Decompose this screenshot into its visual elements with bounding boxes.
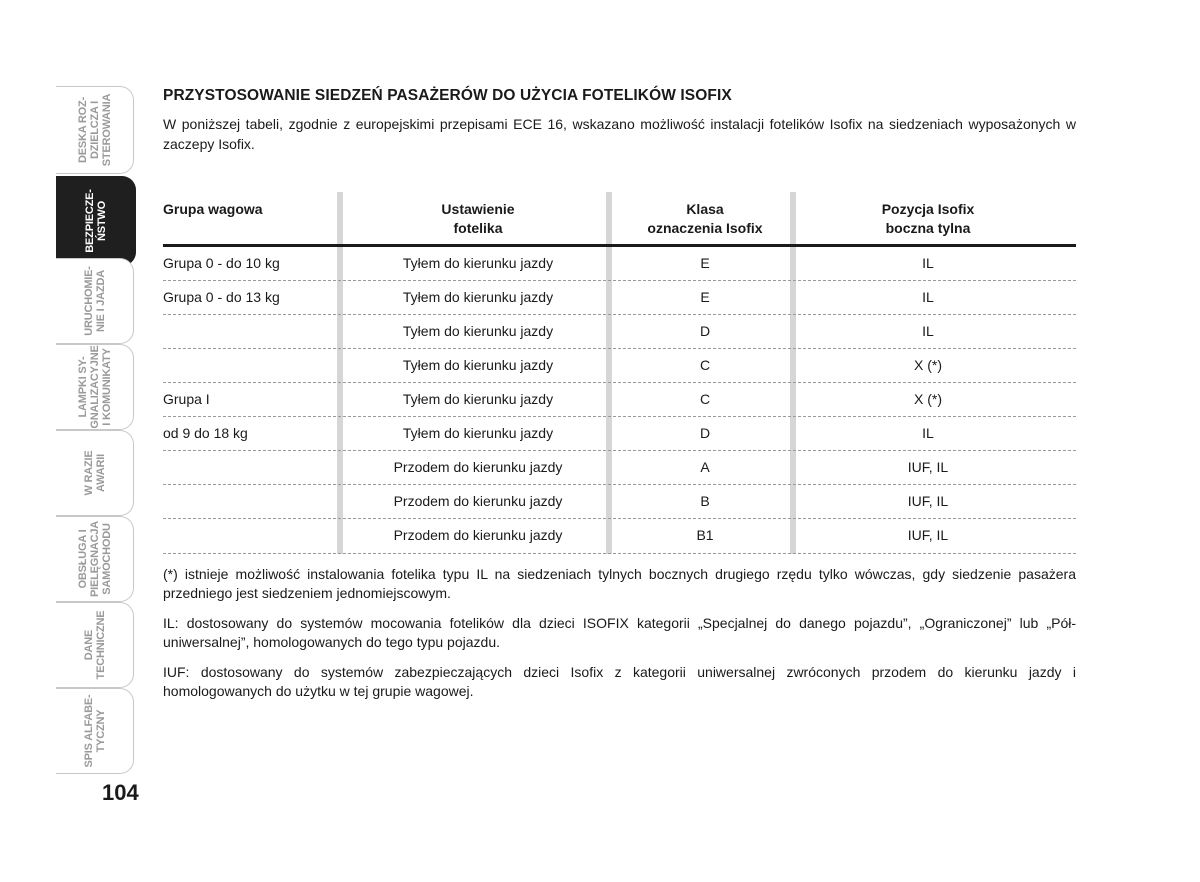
cell-class: A bbox=[700, 459, 710, 475]
table-row bbox=[163, 349, 1076, 383]
cell-class: E bbox=[700, 289, 710, 305]
cell-position: IUF, IL bbox=[907, 459, 949, 475]
tab-label: DANE TECHNICZNE bbox=[82, 610, 107, 680]
footnote-asterisk: (*) istnieje możliwość instalowania fotelika typu IL na siedzeniach tylnych bocznych drugiego rzędu tylko wówczas, gdy siedzenie pasażera przedniego jest siedzeniem jednomiejscowym. bbox=[163, 566, 1076, 601]
chapter-tabs bbox=[56, 86, 138, 774]
page-content bbox=[163, 86, 1076, 712]
tab-obsluga-i-pielegnacja[interactable] bbox=[56, 516, 134, 602]
tab-dane-techniczne[interactable] bbox=[56, 602, 134, 688]
cell-position: IL bbox=[922, 255, 934, 271]
cell-class: C bbox=[699, 391, 711, 407]
table-row bbox=[163, 417, 1076, 451]
tab-label: URUCHOMIE- NIE I JAZDA bbox=[82, 266, 107, 336]
cell-position: IUF, IL bbox=[907, 493, 949, 509]
tab-label: LAMPKI SY- GNALIZACYJNE I KOMUNIKATY bbox=[76, 345, 113, 429]
cell-position: X (*) bbox=[914, 357, 942, 373]
cell-class: B1 bbox=[696, 527, 714, 543]
table-row bbox=[163, 519, 1076, 554]
page-number: 104 bbox=[102, 780, 139, 805]
footnote-il: IL: dostosowany do systemów mocowania fotelików dla dzieci ISOFIX kategorii „Specjalnej do danego pojazdu”, „Ograniczonej” lub „Pół-uniwersalnej”, homologowanych do tego typu pojazdu. bbox=[163, 615, 1076, 650]
header-isofix-position: Pozycja Isofix boczna tylna bbox=[881, 201, 975, 236]
header-weight-group: Grupa wagowa bbox=[163, 201, 263, 217]
footnote-iuf: IUF: dostosowany do systemów zabezpieczających dzieci Isofix z kategorii uniwersalnej zwróconych przodem do kierunku jazdy i homologowanych do użytku w tej grupie wagowej. bbox=[163, 664, 1076, 699]
cell-orientation: Tyłem do kierunku jazdy bbox=[402, 323, 554, 339]
table-row bbox=[163, 281, 1076, 315]
table-row bbox=[163, 247, 1076, 281]
table-row bbox=[163, 485, 1076, 519]
tab-label: W RAZIE AWARII bbox=[82, 450, 107, 496]
cell-orientation: Przodem do kierunku jazdy bbox=[393, 527, 563, 543]
isofix-table bbox=[163, 192, 1076, 554]
tab-bezpieczenstwo[interactable] bbox=[56, 176, 136, 266]
tab-uruchomienie-i-jazda[interactable] bbox=[56, 258, 134, 344]
intro-paragraph: W poniższej tabeli, zgodnie z europejskimi przepisami ECE 16, wskazano możliwość instalacji fotelików Isofix na siedzeniach wyposażonych w zaczepy Isofix. bbox=[163, 116, 1076, 152]
cell-class: B bbox=[700, 493, 710, 509]
table-body bbox=[163, 247, 1076, 554]
cell-class: E bbox=[700, 255, 710, 271]
tab-w-razie-awarii[interactable] bbox=[56, 430, 134, 516]
tab-lampki-sygnalizacyjne[interactable] bbox=[56, 344, 134, 430]
cell-weight-group: Grupa 0 - do 10 kg bbox=[163, 255, 280, 271]
tab-label: DESKA ROZ- DZIELCZA I STEROWANIA bbox=[76, 93, 113, 167]
cell-class: C bbox=[699, 357, 711, 373]
cell-position: IL bbox=[922, 323, 934, 339]
tab-label: SPIS ALFABE- TYCZNY bbox=[82, 694, 107, 768]
cell-orientation: Tyłem do kierunku jazdy bbox=[402, 357, 554, 373]
section-title: PRZYSTOSOWANIE SIEDZEŃ PASAŻERÓW DO UŻYCIA FOTELIKÓW ISOFIX bbox=[163, 87, 732, 104]
cell-orientation: Przodem do kierunku jazdy bbox=[393, 493, 563, 509]
cell-position: IL bbox=[922, 289, 934, 305]
table-row bbox=[163, 383, 1076, 417]
table-row bbox=[163, 315, 1076, 349]
header-isofix-class: Klasa oznaczenia Isofix bbox=[647, 201, 763, 236]
table-header bbox=[163, 192, 1076, 247]
tab-spis-alfabetyczny[interactable] bbox=[56, 688, 134, 774]
tab-label: BEZPIECZE- ŃSTWO bbox=[83, 189, 108, 253]
cell-class: D bbox=[699, 323, 711, 339]
footnotes bbox=[163, 565, 1076, 701]
header-seat-orientation: Ustawienie fotelika bbox=[441, 201, 515, 236]
cell-position: IL bbox=[922, 425, 934, 441]
cell-orientation: Tyłem do kierunku jazdy bbox=[402, 289, 554, 305]
tab-label: OBSŁUGA I PIELĘGNACJA SAMOCHODU bbox=[76, 520, 113, 598]
cell-orientation: Tyłem do kierunku jazdy bbox=[402, 391, 554, 407]
tab-deska-rozdzielcza[interactable] bbox=[56, 86, 134, 174]
table-row bbox=[163, 451, 1076, 485]
cell-position: IUF, IL bbox=[907, 527, 949, 543]
cell-position: X (*) bbox=[914, 391, 942, 407]
cell-orientation: Przodem do kierunku jazdy bbox=[393, 459, 563, 475]
cell-weight-group: od 9 do 18 kg bbox=[163, 425, 248, 441]
cell-weight-group: Grupa 0 - do 13 kg bbox=[163, 289, 280, 305]
cell-orientation: Tyłem do kierunku jazdy bbox=[402, 425, 554, 441]
cell-class: D bbox=[699, 425, 711, 441]
cell-weight-group: Grupa I bbox=[163, 391, 210, 407]
cell-orientation: Tyłem do kierunku jazdy bbox=[402, 255, 554, 271]
